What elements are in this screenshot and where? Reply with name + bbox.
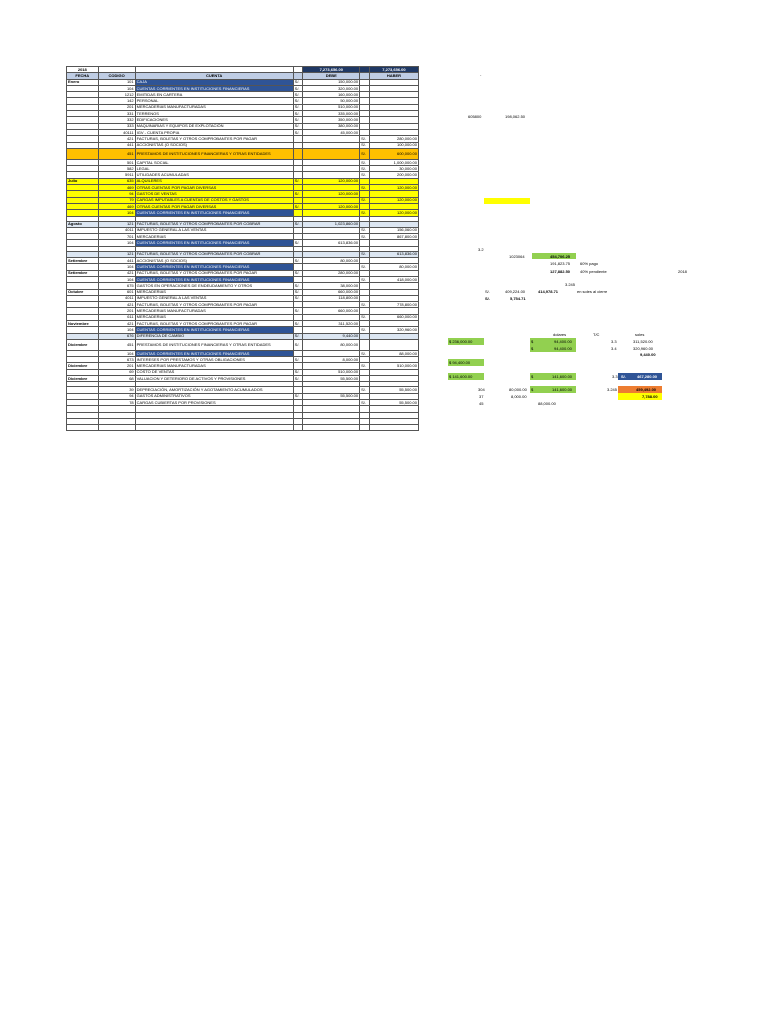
- row-debe: 9,440.00: [303, 333, 360, 339]
- row-cuenta: FACTURAS, BOLETAS Y OTROS COMPROBANTES POR PAGAR: [135, 320, 293, 326]
- row-debe-currency: S/.: [293, 393, 303, 399]
- row-haber: 30,000.00: [369, 166, 418, 172]
- row-debe-currency: S/.: [293, 111, 303, 117]
- row-cuenta: CUENTAS CORRIENTES EN INSTITUCIONES FINANCIERAS: [135, 210, 293, 216]
- col-haber: HABER: [369, 73, 418, 79]
- row-cuenta: ALQUILERES: [135, 178, 293, 184]
- note-45: 45: [479, 401, 484, 406]
- note-141600-a: $ 141,600.00: [449, 373, 473, 379]
- row-cuenta: FACTURAS, BOLETAS Y OTROS COMPROBANTES POR COBRAR: [135, 251, 293, 257]
- row-codigo: 121: [98, 251, 135, 257]
- row-debe-currency: S/.: [293, 283, 303, 289]
- row-codigo: 5911: [98, 172, 135, 178]
- row-cuenta: CUENTAS CORRIENTES EN INSTITUCIONES FINANCIERAS: [135, 327, 293, 333]
- row-codigo: 601: [98, 289, 135, 295]
- total-haber: 7,273,656.00: [369, 67, 418, 73]
- row-codigo: 469: [98, 203, 135, 209]
- row-debe-currency: S/.: [293, 104, 303, 110]
- row-debe: 350,000.00: [303, 117, 360, 123]
- row-debe-currency: S/.: [293, 203, 303, 209]
- row-cuenta: FACTURAS, BOLETAS Y OTROS COMPROBANTES POR PAGAR: [135, 270, 293, 276]
- row-cuenta: OTRAS CUENTAS POR PAGAR DIVERSAS: [135, 203, 293, 209]
- row-debe: 510,000.00: [303, 104, 360, 110]
- row-debe-currency: S/.: [293, 85, 303, 91]
- row-codigo: 333: [98, 123, 135, 129]
- row-haber: [369, 339, 418, 350]
- row-cuenta: CARGAS CUBIERTAS POR PROVISIONES: [135, 399, 293, 405]
- row-cuenta: PRESTAMOS DE INSTITUCIONES FINANCIERAS Y OTRAS ENTIDADES: [135, 148, 293, 159]
- row-codigo: 421: [98, 136, 135, 142]
- row-cuenta: DEPRECIACIÓN, AMORTIZACIÓN Y AGOTAMIENTO ACUMULADOS: [135, 387, 293, 393]
- row-cuenta: COSTO DE VENTAS: [135, 369, 293, 375]
- row-cuenta: CAJA: [135, 79, 293, 85]
- row-cuenta: IMPUESTO GENERAL A LAS VENTAS: [135, 295, 293, 301]
- note-3-2: 3.2: [478, 247, 484, 252]
- note-236000: $ 236,000.00: [449, 338, 473, 344]
- row-haber: 120,000.00: [369, 197, 418, 203]
- row-haber-currency: [360, 425, 370, 431]
- row-codigo: [98, 425, 135, 431]
- note-dollar-b: $: [531, 345, 534, 351]
- row-cuenta: CUENTAS CORRIENTES EN INSTITUCIONES FINANCIERAS: [135, 276, 293, 282]
- row-codigo: 441: [98, 142, 135, 148]
- row-haber-currency: S/.: [360, 387, 370, 393]
- row-haber-currency: S/.: [360, 159, 370, 165]
- note-9440: 9,440.00: [640, 352, 656, 357]
- row-cuenta: IGV - CUENTA PROPIA: [135, 129, 293, 135]
- row-cuenta: CARGAS IMPUTABLES A CUENTAS DE COSTOS Y GASTOS: [135, 197, 293, 203]
- row-cuenta: MERCADERIAS: [135, 234, 293, 240]
- row-fecha: Diciembre: [67, 363, 99, 369]
- row-debe: 8,000.00: [303, 357, 360, 363]
- row-fecha: Noviembre: [67, 320, 99, 326]
- note-80000: 80,000.00: [509, 387, 527, 392]
- note-dash: -: [480, 72, 482, 77]
- row-haber-currency: [360, 339, 370, 350]
- row-debe: 120,000.00: [303, 203, 360, 209]
- row-codigo: 104: [98, 350, 135, 356]
- row-haber: 613,836.00: [369, 251, 418, 257]
- row-codigo: 635: [98, 178, 135, 184]
- note-320960: 320,960.00: [633, 345, 654, 351]
- row-haber: 320,960.00: [369, 327, 418, 333]
- row-fecha: [67, 425, 99, 431]
- row-debe-currency: S/.: [293, 258, 303, 264]
- row-cuenta: INTERESES POR PRESTAMOS Y OTRAS OBLIGACIONES: [135, 357, 293, 363]
- row-haber: 55,500.00: [369, 387, 418, 393]
- note-8000: 8,000.00: [511, 394, 527, 399]
- row-cuenta: CUENTAS CORRIENTES EN INSTITUCIONES FINANCIERAS: [135, 240, 293, 246]
- row-debe-currency: [293, 148, 303, 159]
- row-haber-currency: S/.: [360, 350, 370, 356]
- note-311520: 311,520.00: [633, 338, 653, 344]
- row-fecha: Diciembre: [67, 339, 99, 350]
- row-codigo: 121: [98, 221, 135, 227]
- row-debe: 660,000.00: [303, 289, 360, 295]
- row-haber-currency: S/.: [360, 276, 370, 282]
- table-row: [67, 148, 419, 159]
- row-cuenta: GASTOS EN OPERACIONES DE ENDEUDAMIENTO Y OTROS: [135, 283, 293, 289]
- note-414978: 414,978.71: [538, 289, 559, 294]
- row-cuenta: [135, 425, 293, 431]
- row-cuenta: EDIFICACIONES: [135, 117, 293, 123]
- note-454706: 454,706.25: [550, 254, 571, 259]
- note-60-pago: 60% pago: [580, 261, 599, 266]
- row-codigo: 201: [98, 363, 135, 369]
- row-codigo: 94: [98, 393, 135, 399]
- year-cell: 2018: [67, 67, 99, 73]
- row-cuenta: DIFERENCIA DE CAMBIO: [135, 333, 293, 339]
- row-haber-currency: S/.: [360, 185, 370, 191]
- row-cuenta: MAQUINARIAS Y EQUIPOS DE EXPLOTACIÓN: [135, 123, 293, 129]
- row-debe-currency: S/.: [293, 376, 303, 382]
- row-fecha: Julio: [67, 178, 99, 184]
- row-fecha: Octubre: [67, 289, 99, 295]
- note-en-soles: en soles al cierre: [577, 289, 608, 294]
- row-codigo: 421: [98, 270, 135, 276]
- row-debe: 150,000.00: [303, 79, 360, 85]
- note-tc-3-4: 3.4: [611, 345, 617, 351]
- row-haber: 55,500.00: [369, 399, 418, 405]
- row-haber-currency: S/.: [360, 136, 370, 142]
- row-debe-currency: S/.: [293, 289, 303, 295]
- row-codigo: 40111: [98, 129, 135, 135]
- row-cuenta: FACTURAS, BOLETAS Y OTROS COMPROBANTES POR PAGAR: [135, 136, 293, 142]
- row-debe-currency: S/.: [293, 191, 303, 197]
- row-codigo: 201: [98, 104, 135, 110]
- note-467280: 467,280.00: [637, 373, 658, 379]
- note-dollar-a: $: [531, 338, 534, 344]
- row-cuenta: LEGAL: [135, 166, 293, 172]
- row-debe: 311,520.00: [303, 320, 360, 326]
- row-haber: 120,000.00: [369, 210, 418, 216]
- note-tc-3-245: 3.245: [607, 387, 618, 392]
- note-409224: 409,224.00: [505, 289, 526, 294]
- row-cuenta: FACTURAS, BOLETAS Y OTROS COMPROBANTES POR COBRAR: [135, 221, 293, 227]
- row-codigo: 582: [98, 166, 135, 172]
- row-cuenta: IMPUESTO GENERAL A LAS VENTAS: [135, 227, 293, 233]
- row-codigo: 1212: [98, 92, 135, 98]
- row-debe-currency: S/.: [293, 123, 303, 129]
- note-141600-b: 141,600.00: [552, 373, 573, 379]
- row-codigo: 104: [98, 276, 135, 282]
- note-5754: 5,754.71: [510, 296, 526, 301]
- row-debe: 510,000.00: [303, 369, 360, 375]
- row-haber-currency: S/.: [360, 327, 370, 333]
- row-codigo: 675: [98, 283, 135, 289]
- row-codigo: 332: [98, 117, 135, 123]
- row-debe-currency: S/.: [293, 357, 303, 363]
- table-row: [67, 339, 419, 350]
- col-dolares: dolares: [553, 332, 567, 337]
- row-debe-currency: S/.: [293, 270, 303, 276]
- row-codigo: 4011: [98, 227, 135, 233]
- row-cuenta: CUENTAS CORRIENTES EN INSTITUCIONES FINANCIERAS: [135, 350, 293, 356]
- row-haber: 778,800.00: [369, 302, 418, 308]
- row-fecha: [67, 148, 99, 159]
- row-codigo: 78: [98, 399, 135, 405]
- row-haber: 867,800.00: [369, 234, 418, 240]
- row-codigo: 104: [98, 264, 135, 270]
- row-debe: 613,836.00: [303, 240, 360, 246]
- row-haber: 418,000.00: [369, 276, 418, 282]
- row-debe-currency: S/.: [293, 129, 303, 135]
- row-codigo: 4011: [98, 295, 135, 301]
- row-codigo: 104: [98, 85, 135, 91]
- row-debe-currency: S/.: [293, 308, 303, 314]
- row-debe-currency: S/.: [293, 320, 303, 326]
- row-haber-currency: S/.: [360, 234, 370, 240]
- row-debe-currency: S/.: [293, 339, 303, 350]
- row-codigo: 701: [98, 234, 135, 240]
- row-haber: 600,000.00: [369, 148, 418, 159]
- row-haber-currency: S/.: [360, 210, 370, 216]
- row-cuenta: GASTOS DE VENTAS: [135, 191, 293, 197]
- row-debe: 320,000.00: [303, 85, 360, 91]
- note-soles-3: S/.: [621, 373, 626, 379]
- row-haber-currency: S/.: [360, 148, 370, 159]
- row-codigo: 142: [98, 98, 135, 104]
- note-2018: 2018: [678, 269, 687, 274]
- row-codigo: 331: [98, 111, 135, 117]
- note-94400-b: 94,400.00: [554, 345, 572, 351]
- row-debe-currency: S/.: [293, 117, 303, 123]
- row-codigo: 101: [98, 79, 135, 85]
- row-codigo: 39: [98, 387, 135, 393]
- row-debe: 1,023,860.00: [303, 221, 360, 227]
- row-cuenta: MERCADERIAS MANUFACTURADAS: [135, 104, 293, 110]
- row-cuenta: TERRENOS: [135, 111, 293, 117]
- col-soles: soles: [635, 332, 645, 337]
- row-cuenta: EMITIDAS EN CARTERA: [135, 92, 293, 98]
- row-debe-currency: S/.: [293, 79, 303, 85]
- row-debe: [303, 148, 360, 159]
- row-haber: 1,000,000.00: [369, 159, 418, 165]
- row-cuenta: CAPITAL SOCIAL: [135, 159, 293, 165]
- row-debe: 380,000.00: [303, 123, 360, 129]
- row-cuenta: VALUACION Y DETERIORO DE ACTIVOS Y PROVISIONES: [135, 376, 293, 382]
- note-304: 304: [478, 387, 485, 392]
- row-debe: 38,000.00: [303, 283, 360, 289]
- row-debe-currency: S/.: [293, 221, 303, 227]
- row-debe: 280,000.00: [303, 270, 360, 276]
- row-debe-currency: S/.: [293, 369, 303, 375]
- row-debe-currency: S/.: [293, 178, 303, 184]
- col-codigo: CODIGO: [98, 73, 135, 79]
- row-cuenta: FACTURAS, BOLETAS Y OTROS COMPROBANTES POR PAGAR: [135, 302, 293, 308]
- col-cuenta: CUENTA: [135, 73, 293, 79]
- note-88000: 88,000.00: [538, 401, 556, 406]
- note-459492: 459,492.00: [636, 387, 657, 392]
- note-94400-a: 94,400.00: [554, 338, 572, 344]
- row-cuenta: ACCIONISTAS (O SOCIOS): [135, 142, 293, 148]
- row-fecha: Setiembre: [67, 270, 99, 276]
- row-haber-currency: S/.: [360, 302, 370, 308]
- row-cuenta: MERCADERIAS MANUFACTURADAS: [135, 308, 293, 314]
- row-debe: [303, 425, 360, 431]
- row-debe: 80,000.00: [303, 339, 360, 350]
- row-haber-currency: S/.: [360, 172, 370, 178]
- row-haber-currency: S/.: [360, 142, 370, 148]
- col-tc: T/C: [593, 332, 600, 337]
- note-dollar-d: $: [531, 387, 534, 392]
- yellow-marker: [484, 198, 530, 204]
- row-fecha: Enero: [67, 79, 99, 85]
- row-codigo: 94: [98, 191, 135, 197]
- row-codigo: 79: [98, 197, 135, 203]
- row-debe: 50,000.00: [303, 98, 360, 104]
- row-haber-currency: S/.: [360, 314, 370, 320]
- row-cuenta: ACCIONISTAS (O SOCIOS): [135, 258, 293, 264]
- row-codigo: 469: [98, 185, 135, 191]
- row-haber-currency: S/.: [360, 363, 370, 369]
- row-debe: 120,000.00: [303, 178, 360, 184]
- note-3245: 3.245: [565, 282, 576, 287]
- row-haber-currency: S/.: [360, 227, 370, 233]
- row-haber: 200,000.00: [369, 172, 418, 178]
- row-haber: 120,000.00: [369, 185, 418, 191]
- note-127882: 127,882.50: [550, 269, 571, 274]
- note-141600-c: 141,600.00: [552, 387, 573, 392]
- note-605800: 605800: [468, 114, 482, 119]
- row-debe-currency: [293, 425, 303, 431]
- total-debe: 7,273,656.00: [303, 67, 360, 73]
- row-haber-currency: S/.: [360, 166, 370, 172]
- row-haber: 80,000.00: [369, 264, 418, 270]
- row-debe-currency: S/.: [293, 240, 303, 246]
- row-cuenta: CUENTAS CORRIENTES EN INSTITUCIONES FINANCIERAS: [135, 85, 293, 91]
- row-debe: 660,000.00: [303, 308, 360, 314]
- row-codigo: 451: [98, 339, 135, 350]
- row-haber: 280,000.00: [369, 136, 418, 142]
- row-haber: 100,000.00: [369, 142, 418, 148]
- row-cuenta: GASTOS ADMINISTRATIVOS: [135, 393, 293, 399]
- journal-table: [66, 66, 419, 431]
- row-debe-currency: S/.: [293, 92, 303, 98]
- row-debe-currency: S/.: [293, 98, 303, 104]
- row-debe-currency: S/.: [293, 295, 303, 301]
- row-fecha: Diciembre: [67, 376, 99, 382]
- row-debe: 160,000.00: [303, 92, 360, 98]
- row-debe-currency: S/.: [293, 333, 303, 339]
- row-haber: 156,060.00: [369, 227, 418, 233]
- row-codigo: 673: [98, 357, 135, 363]
- row-haber-currency: S/.: [360, 399, 370, 405]
- col-fecha: FECHA: [67, 73, 99, 79]
- row-codigo: 611: [98, 314, 135, 320]
- row-haber: 88,000.00: [369, 350, 418, 356]
- note-40-pendiente: 40% pendiente: [580, 269, 607, 274]
- row-haber-currency: S/.: [360, 251, 370, 257]
- row-cuenta: MERCADERIAS MANUFACTURADAS: [135, 363, 293, 369]
- note-191823: 191,823.75: [550, 261, 571, 266]
- row-codigo: 104: [98, 327, 135, 333]
- row-fecha: Agosto: [67, 221, 99, 227]
- row-debe: 55,500.00: [303, 393, 360, 399]
- row-cuenta: PERSONAL: [135, 98, 293, 104]
- row-haber: [369, 425, 418, 431]
- row-codigo: 441: [98, 258, 135, 264]
- row-haber-currency: S/.: [360, 197, 370, 203]
- row-debe: 55,500.00: [303, 376, 360, 382]
- row-codigo: 501: [98, 159, 135, 165]
- row-cuenta: PRESTAMOS DE INSTITUCIONES FINANCIERAS Y OTRAS ENTIDADES: [135, 339, 293, 350]
- row-debe: 120,000.00: [303, 191, 360, 197]
- row-debe: 335,000.00: [303, 111, 360, 117]
- note-tc-3-3: 3.3: [611, 338, 617, 344]
- note-37: 37: [479, 394, 484, 399]
- note-soles-2: S/.: [485, 296, 490, 301]
- row-haber-currency: S/.: [360, 264, 370, 270]
- row-codigo: 676: [98, 333, 135, 339]
- note-dollar-c: $: [531, 373, 534, 379]
- row-haber: 660,000.00: [369, 314, 418, 320]
- table-row: [67, 425, 419, 431]
- note-1023064: 1023064: [509, 254, 525, 259]
- note-tc-3-3b: 3.3: [612, 373, 618, 379]
- row-cuenta: MERCADERIAS: [135, 289, 293, 295]
- row-codigo: 201: [98, 308, 135, 314]
- row-codigo: 69: [98, 369, 135, 375]
- row-debe: 45,000.00: [303, 129, 360, 135]
- row-cuenta: MERCADERIAS: [135, 314, 293, 320]
- row-codigo: 451: [98, 148, 135, 159]
- row-fecha: Setiembre: [67, 258, 99, 264]
- row-haber: 510,000.00: [369, 363, 418, 369]
- row-codigo: 421: [98, 320, 135, 326]
- row-codigo: 68: [98, 376, 135, 382]
- row-cuenta: OTRAS CUENTAS POR PAGAR DIVERSAS: [135, 185, 293, 191]
- col-debe: DEBE: [303, 73, 360, 79]
- note-94400-c: $ 94,400.00: [449, 359, 471, 365]
- note-7788: 7,788.00: [642, 394, 658, 399]
- row-debe: 80,000.00: [303, 258, 360, 264]
- note-198062: 198,062.50: [505, 114, 526, 119]
- row-cuenta: CUENTAS CORRIENTES EN INSTITUCIONES FINANCIERAS: [135, 264, 293, 270]
- note-soles-1: S/.: [485, 289, 490, 294]
- row-codigo: 421: [98, 302, 135, 308]
- row-cuenta: UTILIDADES ACUMULADAS: [135, 172, 293, 178]
- row-debe: 118,800.00: [303, 295, 360, 301]
- row-codigo: 104: [98, 240, 135, 246]
- row-codigo: 104: [98, 210, 135, 216]
